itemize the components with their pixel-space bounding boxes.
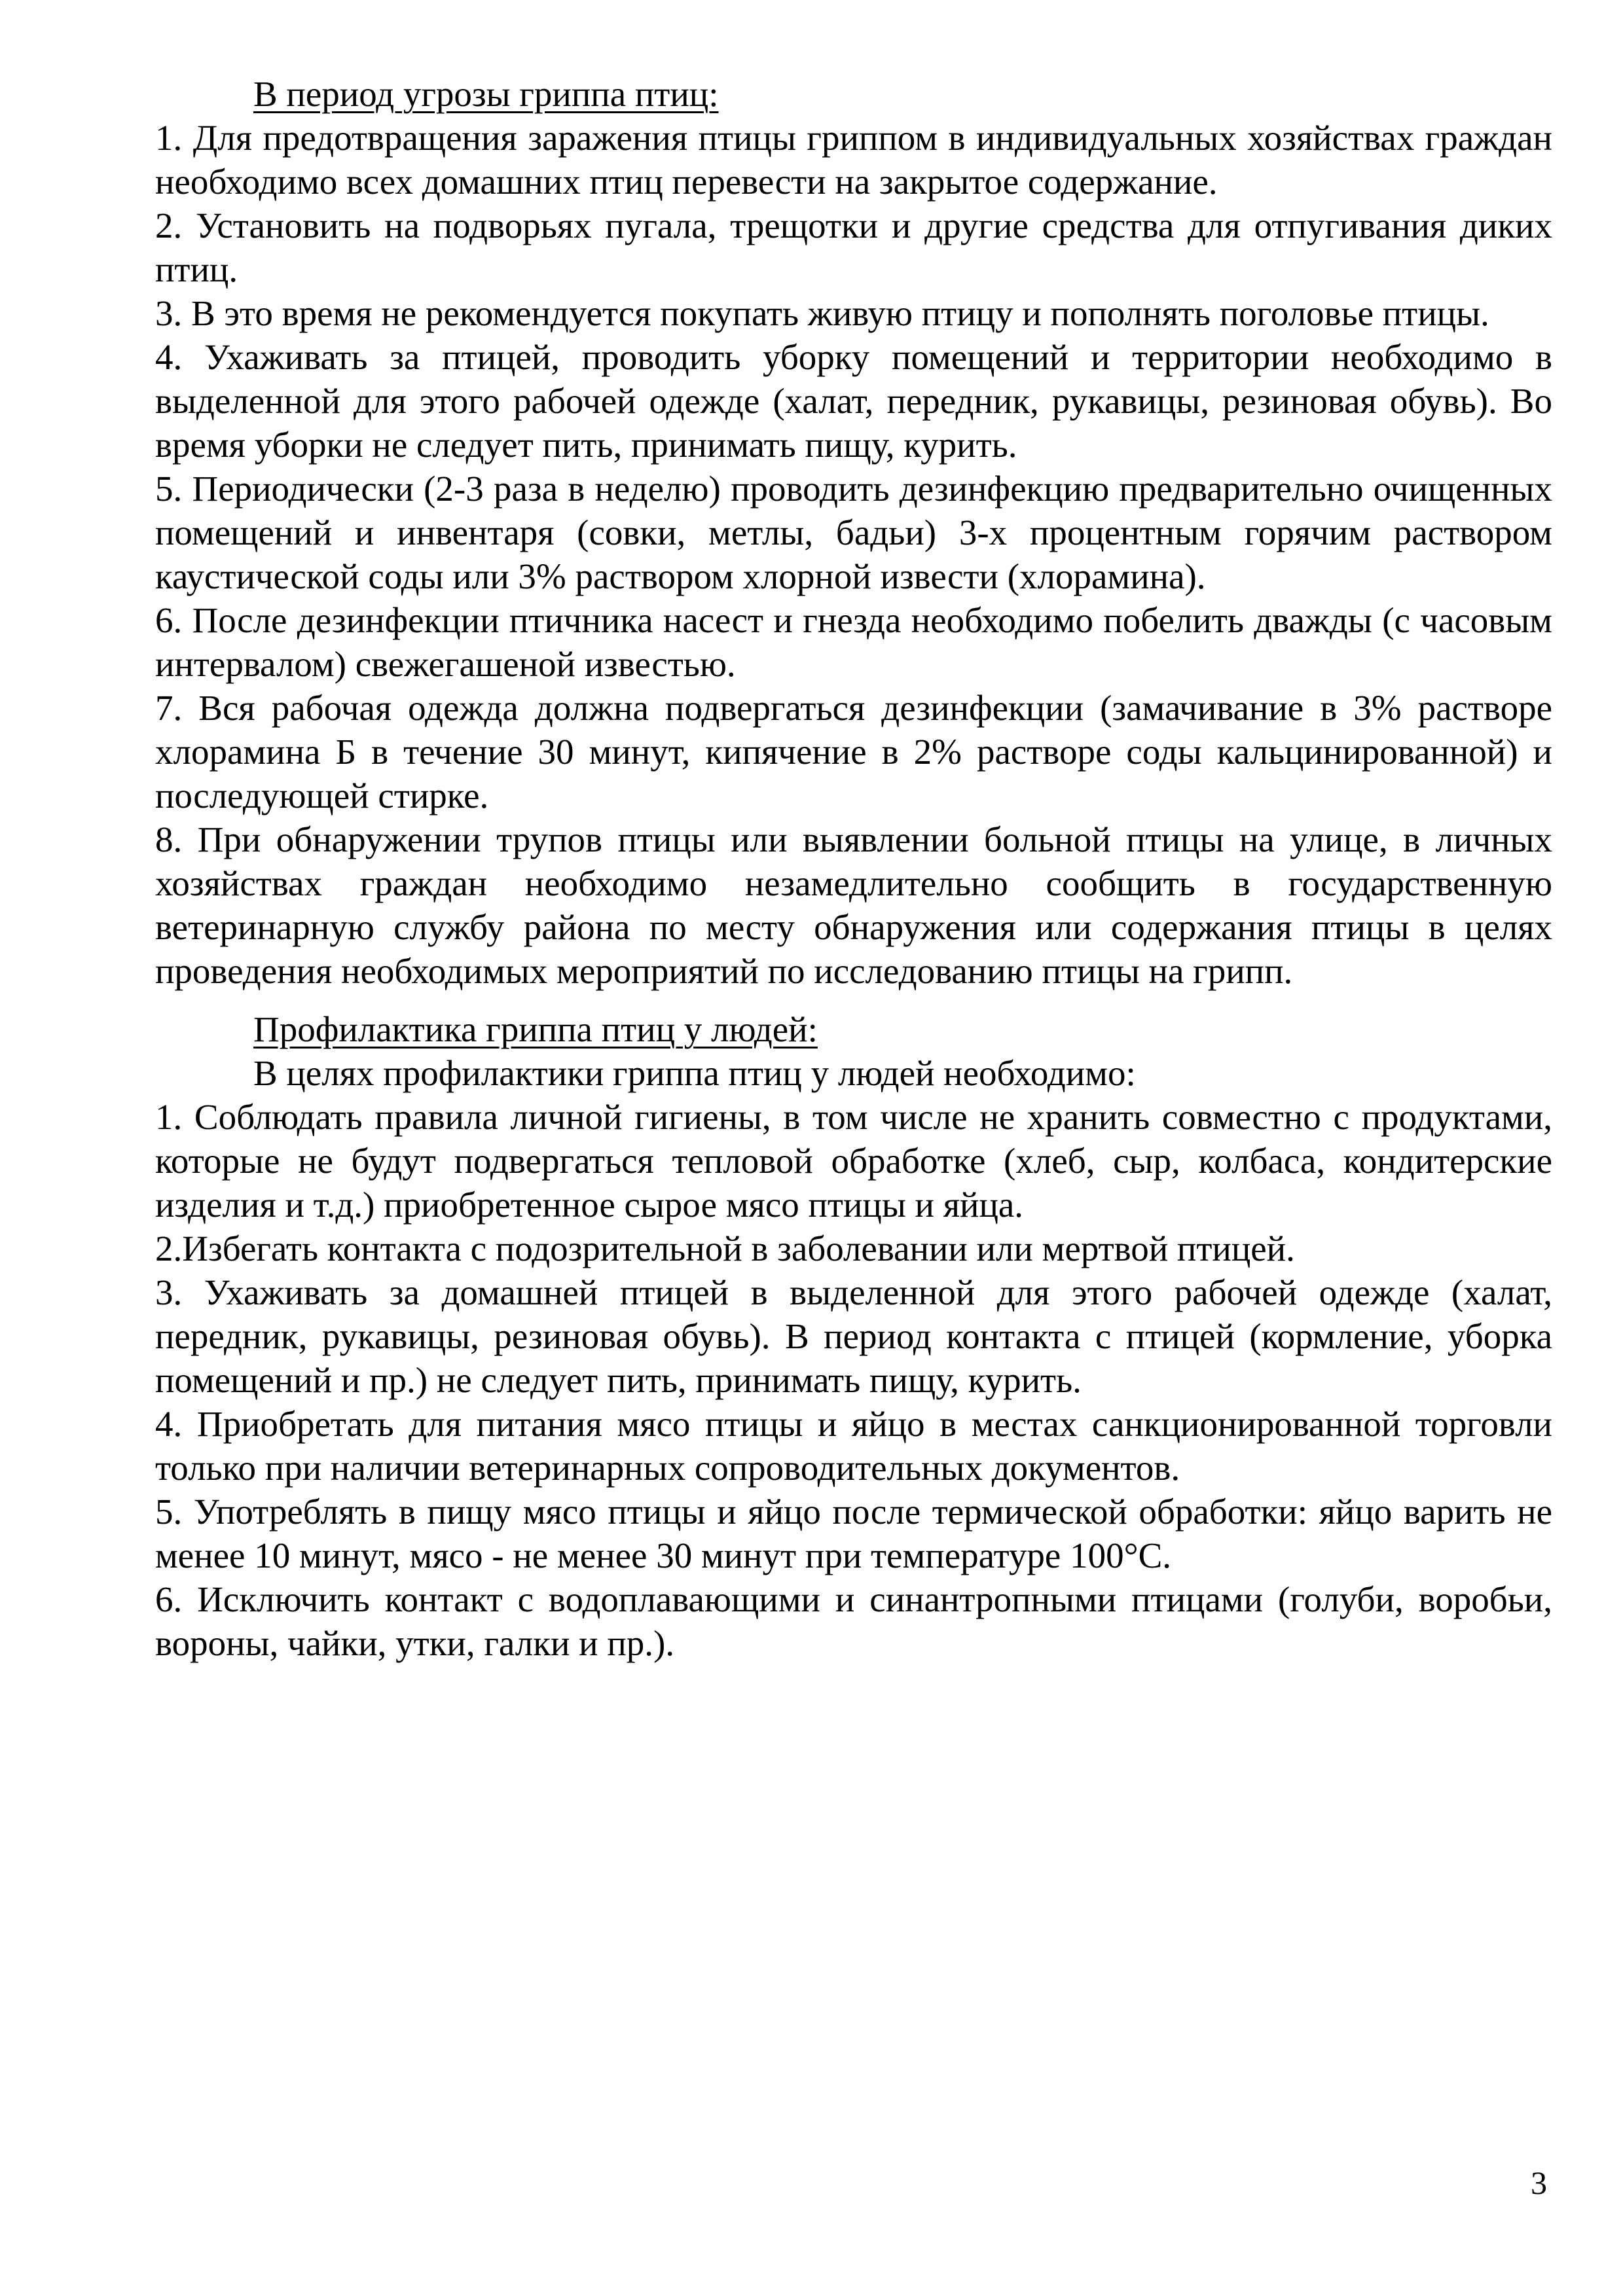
list-item: 3. Ухаживать за домашней птицей в выделенной для этого рабочей одежде (халат, передник, рукавицы, резиновая обувь). В период контакта с птицей (кормление, уборка помещений и пр.) не следует пить, принимать пищу, курить. bbox=[155, 1272, 1552, 1400]
section-heading: Профилактика гриппа птиц у людей: bbox=[253, 1009, 818, 1049]
list-item: 1. Соблюдать правила личной гигиены, в том числе не хранить совместно с продуктами, которые не будут подвергаться тепловой обработке (хлеб, сыр, колбаса, кондитерские изделия и т.д.) приобретенное сырое мясо птицы и яйца. bbox=[155, 1097, 1552, 1225]
list-item: 7. Вся рабочая одежда должна подвергаться дезинфекции (замачивание в 3% растворе хлорамина Б в течение 30 минут, кипячение в 2% растворе соды кальцинированной) и последующей стирке. bbox=[155, 688, 1552, 816]
list-item: 2. Установить на подворьях пугала, трещотки и другие средства для отпугивания диких птиц. bbox=[155, 206, 1552, 289]
list-item: 3. В это время не рекомендуется покупать живую птицу и пополнять поголовье птицы. bbox=[155, 293, 1489, 333]
list-item: 5. Употреблять в пищу мясо птицы и яйцо после термической обработки: яйцо варить не менее 10 минут, мясо - не менее 30 минут при температуре 100°С. bbox=[155, 1492, 1552, 1575]
document-page bbox=[155, 72, 1552, 1665]
list-item: 5. Периодически (2-3 раза в неделю) проводить дезинфекцию предварительно очищенных помещений и инвентаря (совки, метлы, бадьи) 3-х процентным горячим раствором каустической соды или 3% раствором хлорной извести (хлорамина). bbox=[155, 469, 1552, 596]
section-human-prevention bbox=[155, 1007, 1552, 1665]
list-item: 4. Ухаживать за птицей, проводить уборку помещений и территории необходимо в выделенной для этого рабочей одежде (халат, передник, рукавицы, резиновая обувь). Во время уборки не следует пить, принимать пищу, курить. bbox=[155, 337, 1552, 465]
section-heading: В период угрозы гриппа птиц: bbox=[253, 74, 719, 114]
list-item: 6. После дезинфекции птичника насест и гнезда необходимо побелить дважды (с часовым интервалом) свежегашеной известью. bbox=[155, 600, 1552, 684]
list-item: 4. Приобретать для питания мясо птицы и яйцо в местах санкционированной торговли только при наличии ветеринарных сопроводительных документов. bbox=[155, 1404, 1552, 1488]
list-item: 6. Исключить контакт с водоплавающими и синантропными птицами (голуби, воробьи, вороны, чайки, утки, галки и пр.). bbox=[155, 1579, 1552, 1663]
section-bird-flu-threat bbox=[155, 72, 1552, 993]
page-number: 3 bbox=[1531, 2164, 1547, 2201]
list-item: 1. Для предотвращения заражения птицы гриппом в индивидуальных хозяйствах граждан необходимо всех домашних птиц перевести на закрытое содержание. bbox=[155, 118, 1552, 202]
section-intro: В целях профилактики гриппа птиц у людей необходимо: bbox=[253, 1053, 1136, 1093]
list-item: 8. При обнаружении трупов птицы или выявлении больной птицы на улице, в личных хозяйствах граждан необходимо незамедлительно сообщить в государственную ветеринарную службу района по месту обнаружения или содержания птицы в целях проведения необходимых мероприятий по исследованию птицы на грипп. bbox=[155, 819, 1552, 991]
list-item: 2.Избегать контакта с подозрительной в заболевании или мертвой птицей. bbox=[155, 1229, 1295, 1268]
